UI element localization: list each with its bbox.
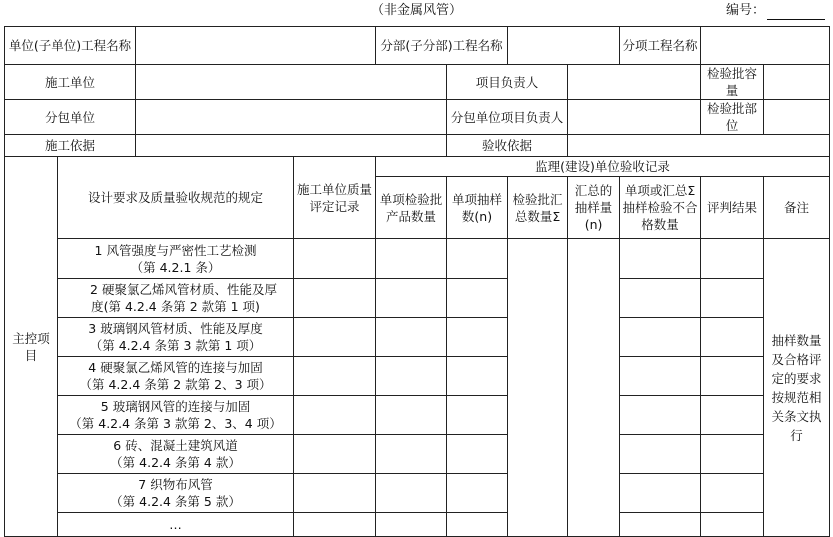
sample-count-cell[interactable]	[447, 279, 508, 318]
serial-label: 编号：	[725, 3, 765, 18]
item-name: 3 玻璃钢风管材质、性能及厚度	[88, 321, 263, 336]
item-row-5	[5, 396, 830, 435]
item-ref: 度(第 4.2.4 条第 2 款第 1 项)	[91, 299, 260, 314]
sample-count-header: 单项抽样数(n)	[447, 177, 508, 239]
self-eval-cell[interactable]	[294, 474, 376, 513]
item-row-1	[5, 239, 830, 279]
item-row-more	[5, 513, 830, 537]
item-row-7	[5, 474, 830, 513]
defect-count-cell[interactable]	[620, 357, 701, 396]
item-row-3	[5, 318, 830, 357]
sample-count-cell[interactable]	[447, 396, 508, 435]
item-spec	[58, 474, 294, 513]
item-ref: （第 4.2.4 条第 2 款第 2、3 项）	[79, 377, 272, 392]
acceptance-basis-value[interactable]	[568, 135, 830, 157]
batch-qty-cell[interactable]	[376, 474, 447, 513]
batch-location-value[interactable]	[764, 100, 830, 135]
item-spec	[58, 279, 294, 318]
sample-count-cell[interactable]	[447, 239, 508, 279]
remarks-note: 抽样数量及合格评定的要求按规范相关条文执行	[764, 239, 830, 537]
item-ref: （第 4.2.4 条第 4 款）	[110, 455, 241, 470]
item-spec	[58, 239, 294, 279]
item-name: 5 玻璃钢风管的连接与加固	[100, 399, 251, 414]
item-ref: （第 4.2.1 条）	[130, 259, 221, 275]
main-control-category: 主控项目	[5, 157, 58, 537]
judgement-cell[interactable]	[701, 357, 764, 396]
self-eval-cell[interactable]	[294, 435, 376, 474]
acceptance-basis-label: 验收依据	[447, 135, 568, 157]
item-spec	[58, 435, 294, 474]
judgement-cell[interactable]	[701, 435, 764, 474]
defect-count-cell[interactable]	[620, 396, 701, 435]
judgement-cell[interactable]	[701, 474, 764, 513]
sample-count-cell[interactable]	[447, 474, 508, 513]
judgement-cell[interactable]	[701, 513, 764, 537]
construction-unit-label: 施工单位	[5, 65, 136, 100]
unit-name-value[interactable]	[136, 27, 376, 65]
batch-qty-cell[interactable]	[376, 513, 447, 537]
judgement-header: 评判结果	[701, 177, 764, 239]
self-eval-cell[interactable]	[294, 357, 376, 396]
remarks-header: 备注	[764, 177, 830, 239]
batch-total-cell[interactable]	[508, 239, 568, 537]
project-manager-label: 项目负责人	[447, 65, 568, 100]
subcontractor-label: 分包单位	[5, 100, 136, 135]
subitem-name-label: 分项工程名称	[620, 27, 701, 65]
basis-row	[5, 135, 830, 157]
batch-capacity-label: 检验批容量	[701, 65, 764, 100]
construction-unit-value[interactable]	[136, 65, 447, 100]
batch-qty-cell[interactable]	[376, 357, 447, 396]
subcontractor-row	[5, 100, 830, 135]
sample-sum-cell[interactable]	[568, 239, 620, 537]
sample-count-cell[interactable]	[447, 318, 508, 357]
sub-project-manager-label: 分包单位项目负责人	[447, 100, 568, 135]
form-subtitle: （非金属风管）	[370, 3, 462, 18]
batch-qty-cell[interactable]	[376, 239, 447, 279]
item-name: 2 硬聚氯乙烯风管材质、性能及厚	[90, 282, 277, 297]
serial-number-field[interactable]	[767, 6, 825, 20]
judgement-cell[interactable]	[701, 318, 764, 357]
item-name: 4 硬聚氯乙烯风管的连接与加固	[88, 360, 263, 375]
division-name-value[interactable]	[508, 27, 620, 65]
item-name: 6 砖、混凝土建筑风道	[113, 438, 238, 453]
subcontractor-value[interactable]	[136, 100, 447, 135]
division-name-label: 分部(子分部)工程名称	[376, 27, 508, 65]
project-names-row	[5, 27, 830, 65]
batch-capacity-value[interactable]	[764, 65, 830, 100]
defect-count-cell[interactable]	[620, 239, 701, 279]
serial-number	[726, 2, 825, 20]
self-eval-cell[interactable]	[294, 239, 376, 279]
defect-count-cell[interactable]	[620, 318, 701, 357]
spec-header: 设计要求及质量验收规范的规定	[58, 157, 294, 239]
more-items-ellipsis: …	[58, 513, 294, 537]
batch-qty-cell[interactable]	[376, 396, 447, 435]
item-spec	[58, 396, 294, 435]
item-row-2	[5, 279, 830, 318]
inspection-form-table	[4, 26, 830, 537]
sample-count-cell[interactable]	[447, 435, 508, 474]
sample-sum-header: 汇总的抽样量(n)	[568, 177, 620, 239]
subitem-name-value[interactable]	[701, 27, 830, 65]
judgement-cell[interactable]	[701, 239, 764, 279]
defect-count-header: 单项或汇总Σ抽样检验不合格数量	[620, 177, 701, 239]
judgement-cell[interactable]	[701, 396, 764, 435]
batch-qty-cell[interactable]	[376, 279, 447, 318]
sample-count-cell[interactable]	[447, 357, 508, 396]
self-eval-cell[interactable]	[294, 318, 376, 357]
supervision-group-header: 监理(建设)单位验收记录	[376, 157, 830, 177]
item-ref: （第 4.2.4 条第 5 款）	[110, 494, 241, 509]
item-ref: （第 4.2.4 条第 3 款第 1 项）	[89, 338, 262, 353]
batch-qty-cell[interactable]	[376, 318, 447, 357]
item-row-6	[5, 435, 830, 474]
sample-count-cell[interactable]	[447, 513, 508, 537]
batch-location-label: 检验批部位	[701, 100, 764, 135]
project-manager-value[interactable]	[568, 65, 701, 100]
sub-project-manager-value[interactable]	[568, 100, 701, 135]
self-eval-cell[interactable]	[294, 513, 376, 537]
construction-basis-label: 施工依据	[5, 135, 136, 157]
construction-unit-row	[5, 65, 830, 100]
item-spec	[58, 357, 294, 396]
defect-count-cell[interactable]	[620, 435, 701, 474]
self-eval-cell[interactable]	[294, 279, 376, 318]
batch-qty-header: 单项检验批产品数量	[376, 177, 447, 239]
defect-count-cell[interactable]	[620, 279, 701, 318]
item-spec	[58, 318, 294, 357]
self-eval-header: 施工单位质量评定记录	[294, 157, 376, 239]
batch-qty-cell[interactable]	[376, 435, 447, 474]
column-header-row-1	[5, 157, 830, 177]
item-ref: （第 4.2.4 条第 3 款第 2、3、4 项）	[69, 416, 282, 431]
unit-name-label: 单位(子单位)工程名称	[5, 27, 136, 65]
item-name: 7 织物布风管	[138, 477, 213, 492]
self-eval-cell[interactable]	[294, 396, 376, 435]
item-name: 1 风管强度与严密性工艺检测	[94, 242, 257, 258]
defect-count-cell[interactable]	[620, 513, 701, 537]
construction-basis-value[interactable]	[136, 135, 447, 157]
item-row-4	[5, 357, 830, 396]
batch-total-header: 检验批汇总数量Σ	[508, 177, 568, 239]
defect-count-cell[interactable]	[620, 474, 701, 513]
judgement-cell[interactable]	[701, 279, 764, 318]
